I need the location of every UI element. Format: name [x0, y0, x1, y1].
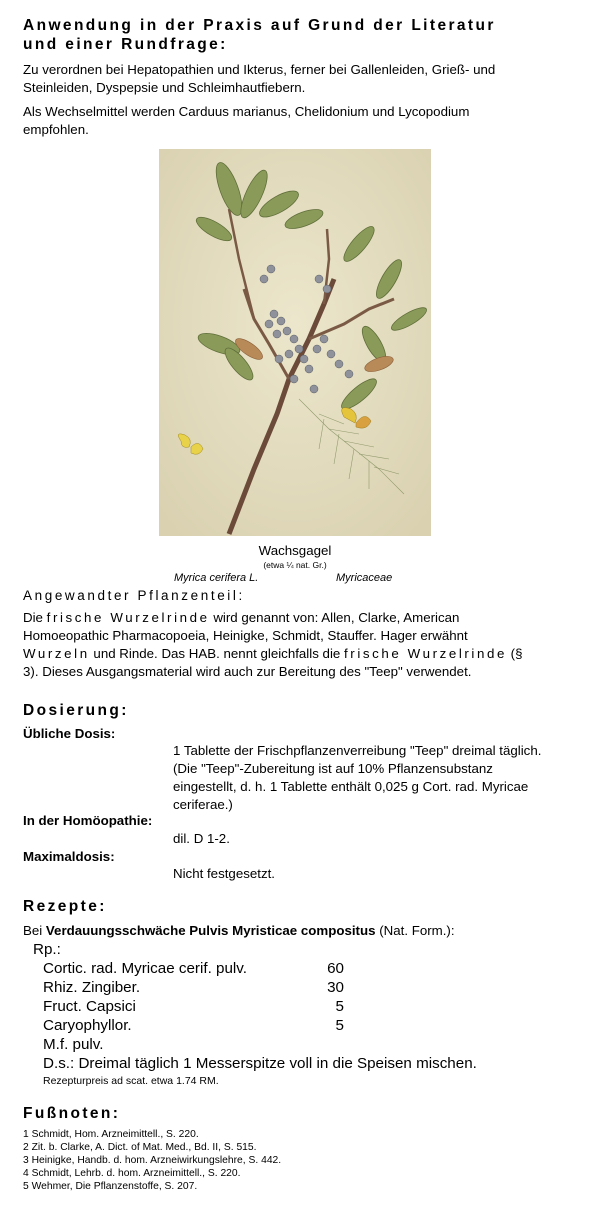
- plate-caption: Wachsgagel: [258, 543, 332, 558]
- para-alternates-line1: Als Wechselmittel werden Carduus marianus, Chelidonium und Lycopodium: [23, 104, 470, 119]
- text-segment: (Nat. Form.):: [375, 923, 455, 938]
- label-homoeopathie: In der Homöopathie:: [23, 813, 153, 828]
- footnote-item: 5 Wehmer, Die Pflanzenstoffe, S. 207.: [23, 1181, 198, 1192]
- plant-part-line4: 3). Dieses Ausgangsmaterial wird auch zur Bereitung des "Teep" verwendet.: [23, 664, 472, 679]
- ingredient-qty: 5: [335, 1017, 344, 1034]
- heading-dosierung: Dosierung:: [23, 702, 129, 719]
- heading-fussnoten: Fußnoten:: [23, 1105, 121, 1122]
- heading-angewandter-pflanzenteil: Angewandter Pflanzenteil:: [23, 588, 245, 603]
- label-maximaldosis: Maximaldosis:: [23, 849, 115, 864]
- recipe-rp: Rp.:: [33, 941, 61, 958]
- ingredient-name: Rhiz. Zingiber.: [43, 979, 141, 996]
- plant-part-line3: [23, 645, 523, 663]
- dose-line1: 1 Tablette der Frischpflanzenverreibung "Teep" dreimal täglich.: [173, 743, 542, 758]
- para-indication-line2: Steinleiden, Dyspepsie und Schleimhautfiebern.: [23, 80, 306, 95]
- homeopathy-dose: dil. D 1-2.: [173, 831, 230, 846]
- ingredient-name: Cortic. rad. Myricae cerif. pulv.: [43, 960, 247, 977]
- ingredient-qty: 30: [327, 979, 344, 996]
- recipe-price: Rezepturpreis ad scat. etwa 1.74 RM.: [43, 1075, 219, 1087]
- label-uebliche-dosis: Übliche Dosis:: [23, 726, 116, 741]
- text-segment: Bei: [23, 923, 46, 938]
- plate-latin-name: Myrica cerifera L.: [174, 572, 259, 584]
- ingredient-name: Fruct. Capsici: [43, 998, 136, 1015]
- text-segment: (§: [506, 646, 523, 661]
- para-alternates-line2: empfohlen.: [23, 122, 89, 137]
- plate-family: Myricaceae: [336, 572, 393, 584]
- recipe-title: Verdauungsschwäche Pulvis Myristicae compositus: [45, 923, 376, 938]
- wax-myrtle-illustration: [159, 149, 431, 536]
- plant-part-line1: [23, 609, 459, 627]
- footnote-item: 2 Zit. b. Clarke, A. Dict. of Mat. Med., Bd. II, S. 515.: [23, 1142, 257, 1153]
- text-segment: Die: [23, 610, 47, 625]
- dose-line4: ceriferae.): [173, 797, 233, 812]
- heading-anwendung-line2: und einer Rundfrage:: [23, 36, 228, 53]
- plant-part-line2: Homoeopathic Pharmacopoeia, Heinigke, Schmidt, Stauffer. Hager erwähnt: [23, 628, 468, 643]
- ingredient-qty: 60: [327, 960, 344, 977]
- footnote-item: 4 Schmidt, Lehrb. d. hom. Arzneimittell., S. 220.: [23, 1168, 241, 1179]
- ingredient-name: Caryophyllor.: [43, 1017, 132, 1034]
- dose-line3: eingestellt, d. h. 1 Tablette enthält 0,025 g Cort. rad. Myricae: [173, 779, 529, 794]
- heading-anwendung-line1: Anwendung in der Praxis auf Grund der Literatur: [23, 17, 496, 34]
- recipe-ds: D.s.: Dreimal täglich 1 Messerspitze voll in die Speisen mischen.: [43, 1055, 477, 1072]
- text-segment: wird genannt von: Allen, Clarke, American: [209, 610, 460, 625]
- text-segment: und Rinde. Das HAB. nennt gleichfalls die: [89, 646, 344, 661]
- emphasis-wurzeln: Wurzeln: [23, 646, 90, 661]
- footnote-item: 3 Heinigke, Handb. d. hom. Arzneiwirkungslehre, S. 442.: [23, 1155, 282, 1166]
- emphasis-frische-wurzelrinde: frische Wurzelrinde: [344, 646, 507, 661]
- heading-rezepte: Rezepte:: [23, 898, 107, 915]
- recipe-intro: [23, 922, 455, 940]
- max-dose: Nicht festgesetzt.: [173, 866, 275, 881]
- para-indication-line1: Zu verordnen bei Hepatopathien und Ikterus, ferner bei Gallenleiden, Grieß- und: [23, 62, 496, 77]
- ingredient-qty: 5: [335, 998, 344, 1015]
- footnote-item: 1 Schmidt, Hom. Arzneimittell., S. 220.: [23, 1129, 199, 1140]
- botanical-plate-image: [159, 149, 431, 536]
- emphasis-frische-wurzelrinde: frische Wurzelrinde: [46, 610, 210, 625]
- recipe-mf: M.f. pulv.: [43, 1036, 104, 1053]
- plate-subcaption: (etwa ¼ nat. Gr.): [263, 560, 327, 570]
- dose-line2: (Die "Teep"-Zubereitung ist auf 10% Pflanzensubstanz: [173, 761, 493, 776]
